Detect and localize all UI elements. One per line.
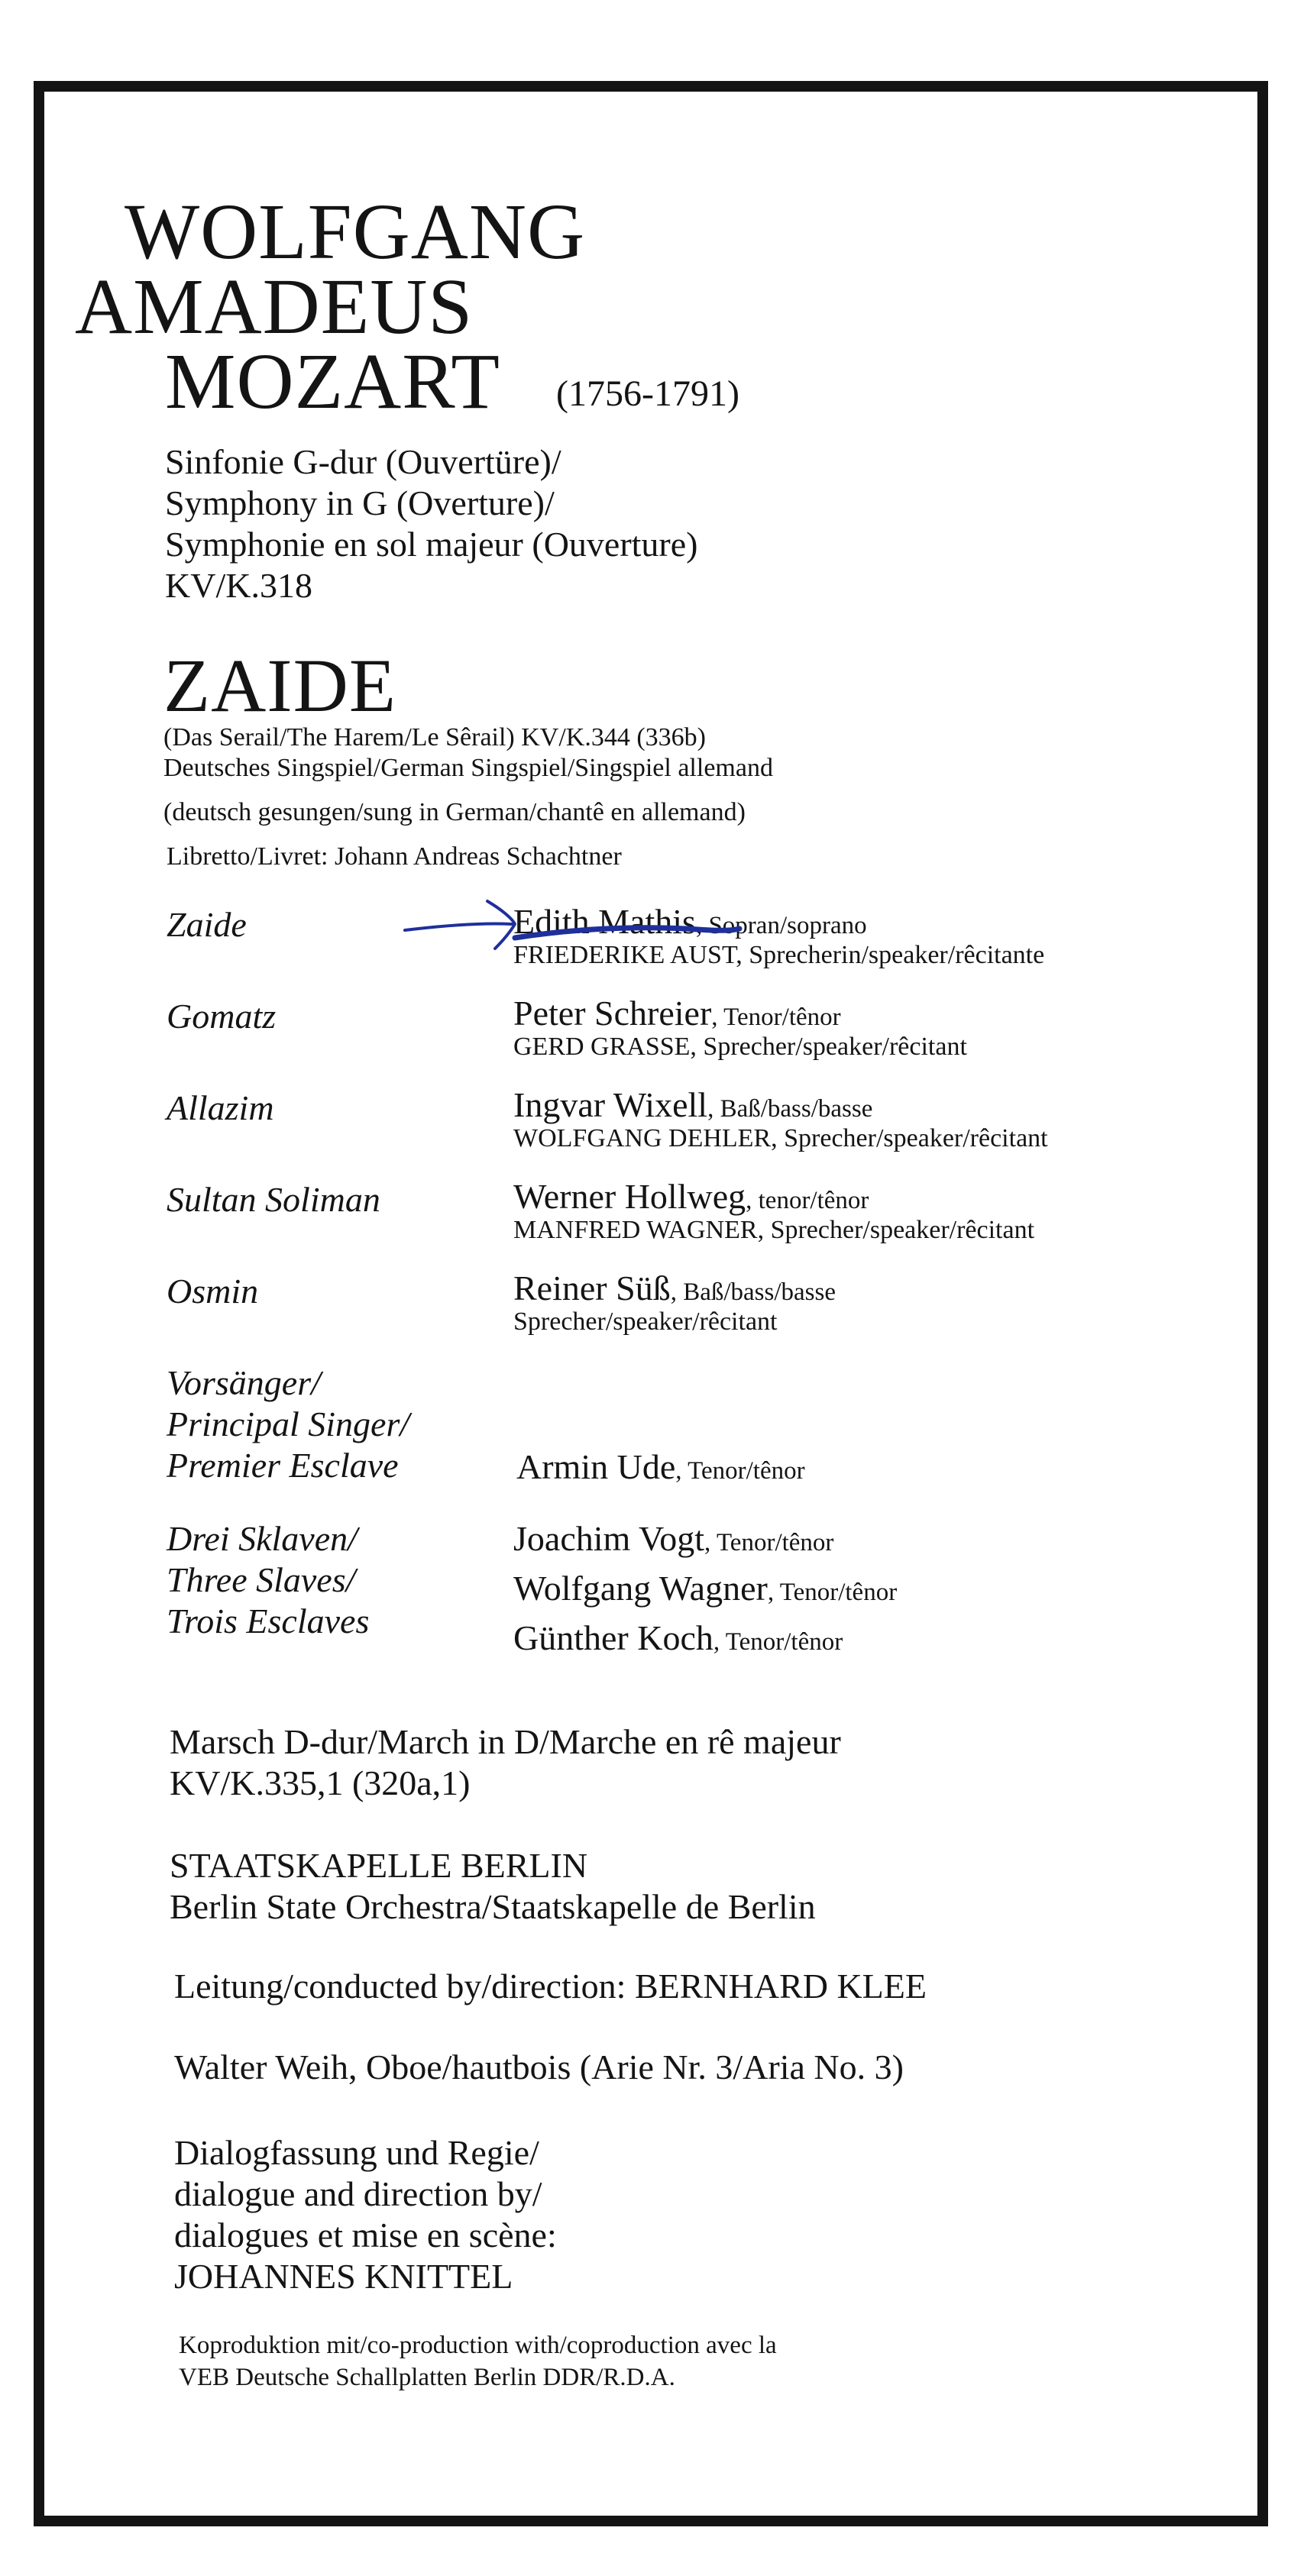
role-line: Drei Sklaven/ [167,1519,358,1558]
cast-role: Osmin [167,1272,259,1311]
cast-singer: Günther Koch [513,1618,713,1657]
cast-speaker: WOLFGANG DEHLER, Sprecher/speaker/rêcitant [513,1124,1048,1152]
role-line: Three Slaves/ [167,1560,356,1599]
dialogue-line: dialogue and direction by/ [174,2174,542,2213]
cast-voice: , Sopran/soprano [695,912,867,939]
slave-singer-line [513,1568,897,1618]
cast-role: Sultan Soliman [167,1180,380,1219]
role-line: Vorsänger/ [167,1363,321,1402]
cast-singer: Peter Schreier [513,994,712,1033]
cast-voice: , Baß/bass/basse [670,1278,836,1306]
cast-singer: Werner Hollweg [513,1177,746,1216]
slave-singer-line [513,1618,897,1667]
slaves-roles [167,1518,369,1642]
cast-role: Gomatz [167,997,277,1036]
cast-singer: Reiner Süß [513,1269,671,1307]
dialogue-line: dialogues et mise en scène: [174,2216,557,2254]
opera-genre: Deutsches Singspiel/German Singspiel/Singspiel allemand [163,754,773,782]
composer-first-name: WOLFGANG [125,188,586,276]
march-line: Marsch D-dur/March in D/Marche en rê majeur [170,1722,841,1761]
cast-speaker: GERD GRASSE, Sprecher/speaker/rêcitant [513,1033,967,1061]
coproduction-line: VEB Deutsche Schallplatten Berlin DDR/R.D.A. [179,2364,675,2391]
cast-singer-line [513,1179,869,1214]
march-catalog: KV/K.335,1 (320a,1) [170,1763,471,1802]
role-line: Premier Esclave [167,1446,399,1485]
role-line: Trois Esclaves [167,1602,370,1640]
cast-voice: , Tenor/tênor [675,1457,805,1485]
coproduction [179,2329,777,2393]
conductor: Leitung/conducted by/direction: BERNHARD KLEE [174,1967,927,2006]
hand-drawn-underline-icon [510,913,755,949]
opera-libretto: Libretto/Livret: Johann Andreas Schachtner [167,842,622,871]
principal-singer-line [516,1447,805,1486]
symphony-line: Sinfonie G-dur (Ouvertüre)/ [165,442,561,481]
principal-singer-roles [167,1362,409,1486]
composer-last-name: MOZART [165,338,500,425]
composer-dates: (1756-1791) [556,373,739,414]
cast-voice: , Tenor/tênor [767,1579,898,1606]
oboe-soloist: Walter Weih, Oboe/hautbois (Arie Nr. 3/Aria No. 3) [174,2048,904,2086]
cast-speaker: MANFRED WAGNER, Sprecher/speaker/rêcitant [513,1216,1035,1244]
coproduction-line: Koproduktion mit/co-production with/coproduction avec la [179,2332,777,2359]
orchestra-translation: Berlin State Orchestra/Staatskapelle de Berlin [170,1887,816,1926]
symphony-line: Symphony in G (Overture)/ [165,483,555,522]
cast-role: Zaide [167,905,247,944]
symphony-title [165,441,697,606]
cast-singer-line [513,1271,836,1306]
march-title [170,1721,841,1804]
dialogue-direction [174,2132,557,2297]
orchestra [170,1845,816,1928]
cast-singer: Joachim Vogt [513,1519,705,1558]
cast-speaker: FRIEDERIKE AUST, Sprecherin/speaker/rêcitante [513,941,1045,969]
cast-voice: , Tenor/tênor [711,1004,841,1031]
cast-singer: Ingvar Wixell [513,1085,708,1124]
slaves-singers [513,1518,897,1667]
orchestra-name: STAATSKAPELLE BERLIN [170,1846,588,1885]
dialogue-line: Dialogfassung und Regie/ [174,2133,539,2172]
cast-singer: Wolfgang Wagner [513,1569,768,1608]
cast-voice: , Baß/bass/basse [707,1095,873,1123]
cast-singer-line [513,996,841,1031]
cast-speaker: Sprecher/speaker/rêcitant [513,1307,778,1336]
role-line: Principal Singer/ [167,1404,410,1443]
slave-singer-line [513,1518,897,1568]
cast-singer: Armin Ude [516,1447,676,1486]
cast-role: Allazim [167,1088,274,1127]
cast-voice: , Tenor/tênor [713,1628,843,1656]
opera-subtitle: (Das Serail/The Harem/Le Sêrail) KV/K.344 (336b) [163,723,706,751]
opera-language: (deutsch gesungen/sung in German/chantê en allemand) [163,798,746,826]
symphony-line: Symphonie en sol majeur (Ouverture) [165,525,698,564]
dialogue-director: JOHANNES KNITTEL [174,2257,513,2296]
cast-voice: , Tenor/tênor [704,1529,834,1556]
opera-title: ZAIDE [163,643,396,728]
cast-singer-line [513,1085,873,1124]
symphony-catalog: KV/K.318 [165,566,312,605]
cast-voice: , tenor/tênor [746,1187,869,1214]
cast-singer: Edith Mathis [513,902,696,941]
composer-middle-name: AMADEUS [75,263,474,351]
